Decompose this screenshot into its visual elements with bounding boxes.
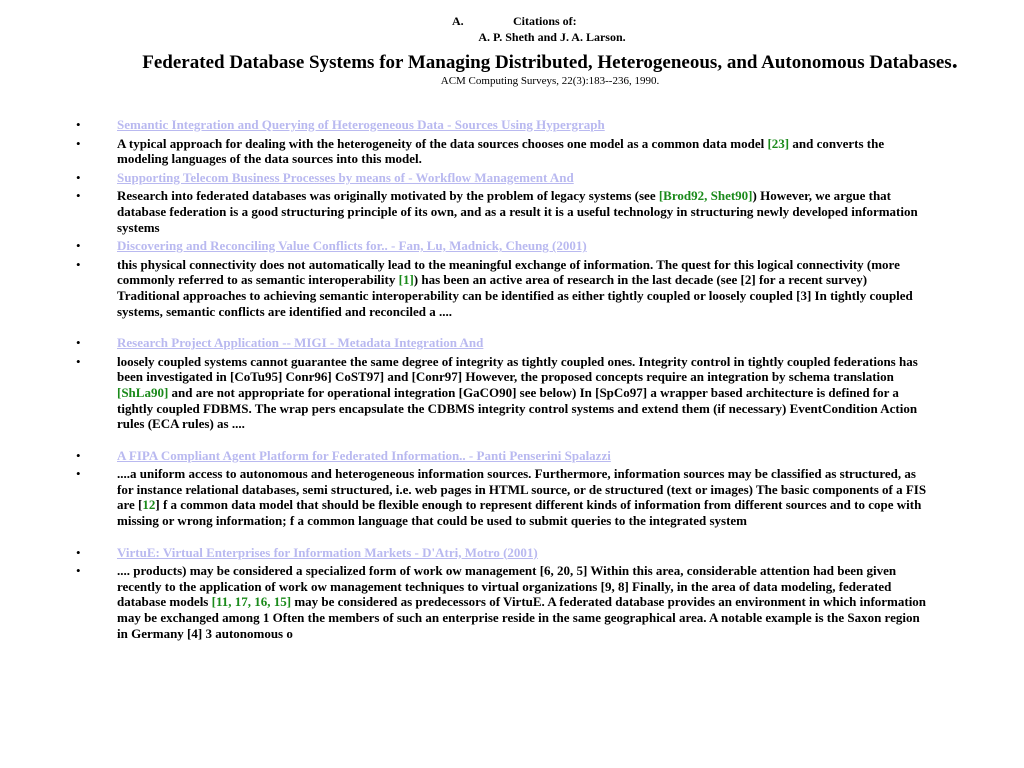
citation-link-item: [0, 448, 932, 464]
citation-link[interactable]: Discovering and Reconciling Value Conflicts for.. - Fan, Lu, Madnick, Cheung (2001): [117, 238, 587, 254]
citation-link[interactable]: Semantic Integration and Querying of Heterogeneous Data - Sources Using Hypergraph: [117, 117, 605, 132]
bullet: •: [76, 188, 81, 204]
citation-snippet: [0, 354, 932, 432]
snippet-text: ) However, we argue that database federation is a good structuring principle of its own, and as a result it is a useful technology in structuring newly developed information systems: [117, 188, 918, 235]
bullet: •: [76, 335, 81, 351]
paper-venue: ACM Computing Surveys, 22(3):183--236, 1990.: [440, 75, 660, 87]
snippet-text: this physical connectivity does not automatically lead to the meaningful exchange of information. The quest for this logical connectivity (more commonly referred to as semantic interoperability: [117, 256, 900, 288]
citation-link[interactable]: Supporting Telecom Business Processes by means of - Workflow Management And: [117, 169, 574, 185]
citation-link-item: [0, 117, 932, 133]
citation-snippet: [0, 563, 932, 641]
citation-list: [0, 114, 1024, 641]
citation-link[interactable]: A FIPA Compliant Agent Platform for Federated Information.. - Panti Penserini Spalazzi: [117, 447, 611, 463]
reference-marker: [1]: [398, 272, 414, 288]
paper-title-period: .: [951, 48, 958, 74]
citation-link-item: [0, 170, 932, 186]
citation-snippet: [0, 136, 932, 167]
bullet: •: [76, 563, 81, 579]
paper-title: [38, 48, 1024, 75]
citation-snippet: [0, 257, 932, 319]
authors: A. P. Sheth and J. A. Larson.: [478, 30, 626, 44]
snippet-text: A typical approach for dealing with the heterogeneity of the data sources chooses one model as a common data model: [117, 135, 768, 151]
bullet: •: [76, 135, 81, 151]
snippet-text: .... products) may be considered a specialized form of work ow management [6, 20, 5] Within this area, considerable attention had been given recently to the application of work ow management techniques to virtual organizations [9, 8] Finally, in the area of data modeling, federated database models: [117, 563, 897, 610]
paper-title-text: Federated Database Systems for Managing Distributed, Heterogeneous, and Autonomous Databases: [142, 52, 952, 73]
citation-link[interactable]: VirtuE: Virtual Enterprises for Information Markets - D'Atri, Motro (2001): [117, 544, 538, 560]
snippet-text: loosely coupled systems cannot guarantee the same degree of integrity as tightly coupled ones. Integrity control in tightly coupled federations has been investigated in [CoTu95] Conr96] CoST97] and [Conr97] However, the proposed concepts require an integration by schema translation: [117, 353, 918, 385]
snippet-text: may be considered as predecessors of VirtuE. A federated database provides an environment in which information may be exchanged among 1 Often the members of such an enterprise reside in the same geographical area. A notable example is the Saxon region in Germany [4] 3 autonomous o: [117, 594, 927, 641]
citation-snippet: [0, 466, 932, 528]
bullet: •: [76, 169, 81, 185]
reference-marker: [23]: [767, 135, 790, 151]
citations-of-label: Citations of:: [513, 14, 577, 28]
citation-link[interactable]: Research Project Application -- MIGI - Metadata Integration And: [117, 335, 484, 351]
citation-link-item: [0, 238, 932, 254]
reference-marker: [11, 17, 16, 15]: [211, 594, 292, 610]
snippet-text: ) has been an active area of research in the last decade (see [2] for a recent survey) Traditional approaches to achieving semantic interoperability can be identified as either tightly coupled or loosely coupled [3] In tightly coupled systems, semantic conflicts are identified and reconciled a ....: [117, 272, 913, 319]
snippet-text: and converts the modeling languages of the data sources into this model.: [117, 135, 885, 167]
reference-marker: [ShLa90]: [117, 384, 169, 400]
citation-link-item: [0, 545, 932, 561]
snippet-text: ....a uniform access to autonomous and heterogeneous information sources. Furthermore, information sources may be classified as structured, as for instance relational databases, semi structured, i.e. web pages in HTML source, or de structured (text or images) The basic components of a FIS are [: [117, 466, 927, 513]
reference-marker: 12: [142, 497, 156, 513]
snippet-text: Research into federated databases was originally motivated by the problem of legacy systems (see: [117, 188, 659, 204]
snippet-text: and are not appropriate for operational integration [GaCO90] see below) In [SpCo97] a wrapper based architecture is defined for a tightly coupled FDBMS. The wrap pers encapsulate the CDBMS integrity control systems and extend them (if necessary) EventCondition Action rules (ECA rules) as ....: [117, 384, 918, 432]
bullet: •: [76, 117, 81, 132]
section-label: A.: [452, 14, 464, 28]
bullet: •: [76, 353, 81, 369]
bullet: •: [76, 256, 81, 272]
bullet: •: [76, 447, 81, 463]
reference-marker: [Brod92, Shet90]: [658, 188, 753, 204]
bullet: •: [76, 544, 81, 560]
citation-link-item: [0, 335, 932, 351]
snippet-text: ] f a common data model that should be flexible enough to represent different kinds of information from different sources and to cope with missing or wrong information; f a common language that could be used to submit queries to the integrated system: [117, 497, 922, 529]
citation-snippet: [0, 188, 932, 235]
bullet: •: [76, 466, 81, 482]
bullet: •: [76, 238, 81, 254]
